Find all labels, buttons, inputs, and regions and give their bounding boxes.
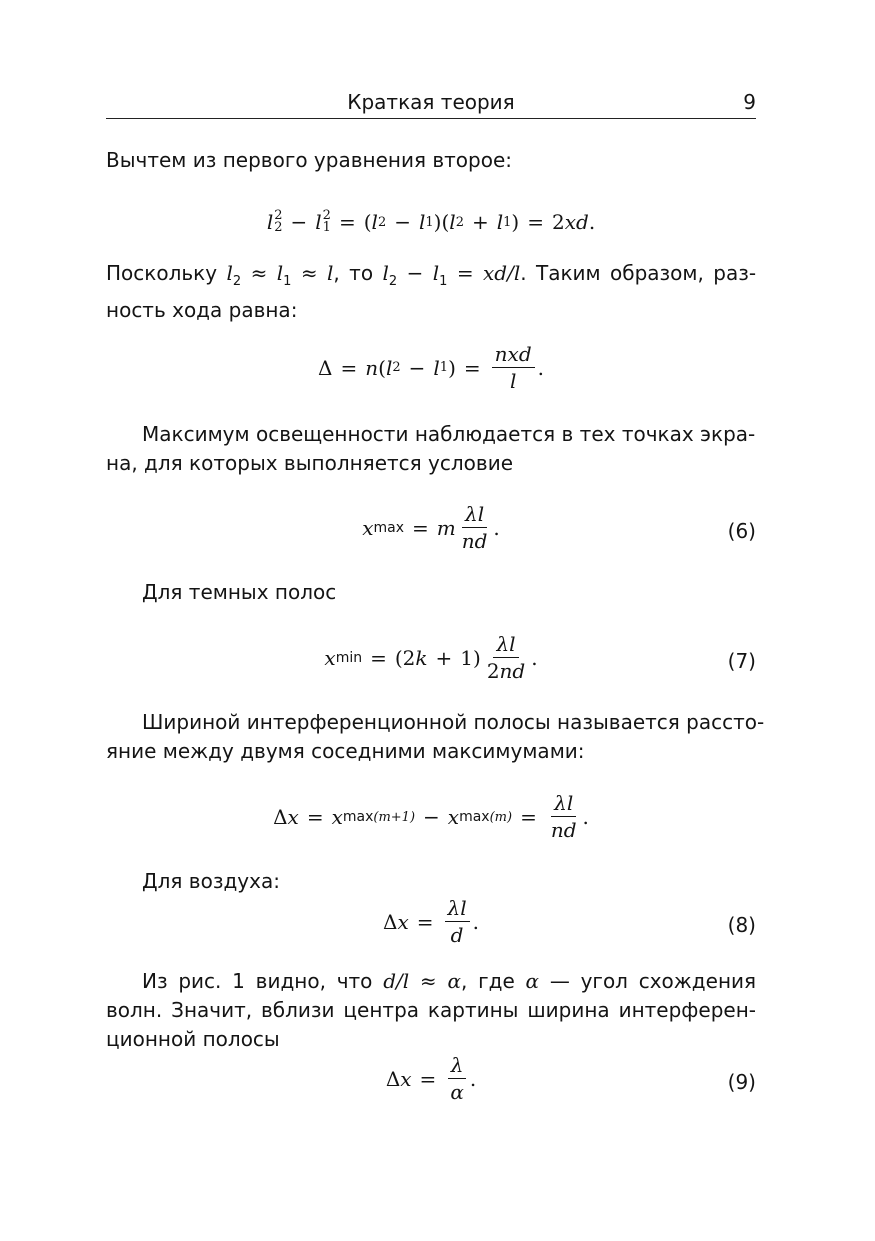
- page-number: 9: [743, 90, 756, 114]
- equation-number: (9): [727, 1070, 756, 1094]
- equation-number: (6): [727, 519, 756, 543]
- chapter-title: Краткая теория: [347, 90, 515, 114]
- paragraph-dark-fringes: Для темных полос: [142, 580, 337, 604]
- equation-difference-of-squares: l 2 2 − l 2 1 = ( l 2 − l 1 )( l 2 + l 1 ) = 2 xd .: [266, 208, 596, 235]
- paragraph-maximum: Максимум освещенности наблюдается в тех точках экра- на, для которых выполняется условие: [106, 422, 756, 475]
- equation-9-fringe-width: Δ x = $\frac{\lambda}{\alpha}$ . (9): [385, 1053, 756, 1104]
- equation-number: (8): [727, 913, 756, 937]
- equation-8-air: Δ x = $\frac{\lambda l}{d}$ . (8): [383, 896, 756, 947]
- equation-delta: Δ = n ( l 2 − l 1 ) = $\frac{\text{nxd}}{l}$ .: [318, 342, 544, 393]
- running-head: [106, 84, 756, 119]
- paragraph-fringe-width: Шириной интерференционной полосы называется рассто- яние между двумя соседними максимумами:: [106, 710, 765, 763]
- paragraph-air: Для воздуха:: [142, 869, 280, 893]
- equation-delta-x: Δ x = x max(m+1) − x max(m) = $\frac{\lambda l}{nd}$ .: [273, 791, 589, 842]
- paragraph-path-difference: Поскольку $l_2 \approx l_1 \approx l$, то $l_2 - l_1 = xd/l$. Таким образом, раз- ность хода равна:: [106, 261, 757, 322]
- paragraph-subtract: Вычтем из первого уравнения второе:: [106, 148, 512, 172]
- equation-number: (7): [727, 649, 756, 673]
- paragraph-convergence-angle: Из рис. 1 видно, что d/l ≈ α, где α — угол схождения волн. Значит, вблизи центра картины ширина интерферен- ционной полосы: [106, 969, 757, 1051]
- equation-7-xmin: x min = (2 k + 1) $\frac{\lambda l}{2nd}$ . (7): [324, 632, 756, 683]
- equation-6-xmax: x max = m $\frac{\lambda l}{nd}$ . (6): [362, 502, 756, 553]
